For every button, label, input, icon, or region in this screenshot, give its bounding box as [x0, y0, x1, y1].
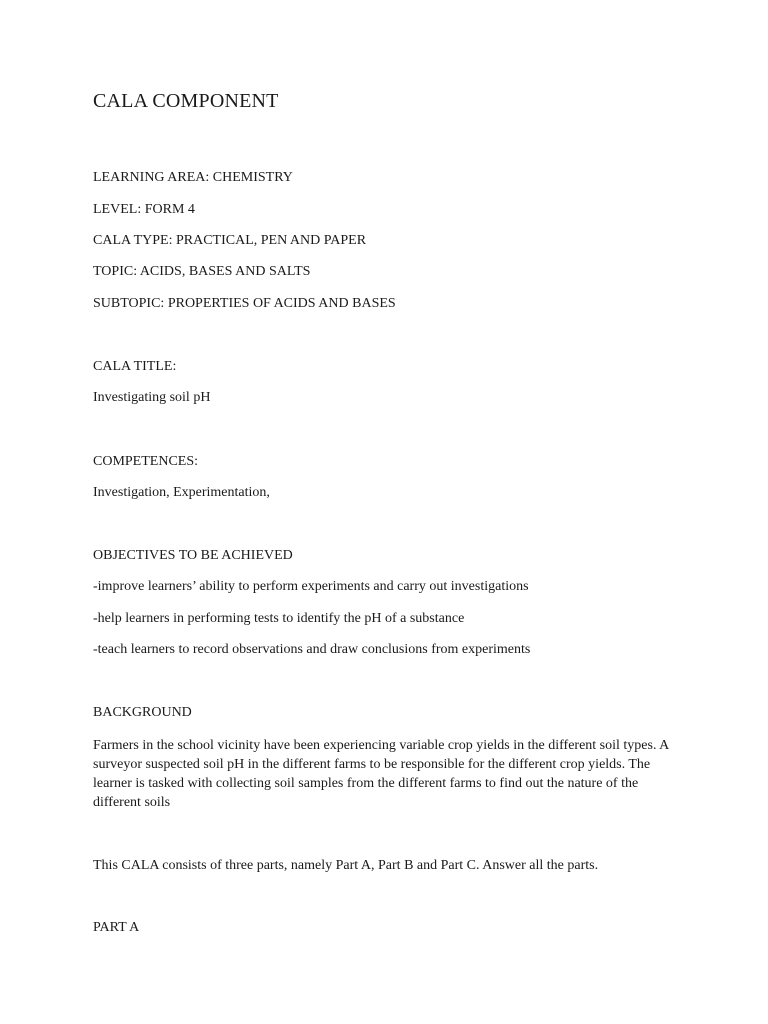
background-paragraph: Farmers in the school vicinity have been experiencing variable crop yields in the different soil types. A surveyor suspected soil pH in the different farms to be responsible for the different crop yields. The learner is tasked with collecting soil samples from the different farms to find out the nature of the different soils [93, 738, 669, 810]
cala-title-heading: CALA TITLE: [93, 359, 177, 374]
parts-note: This CALA consists of three parts, namely Part A, Part B and Part C. Answer all the parts. [93, 858, 599, 873]
cala-title-value: Investigating soil pH [93, 390, 211, 405]
topic: TOPIC: ACIDS, BASES AND SALTS [93, 264, 311, 279]
objective-item: -improve learners’ ability to perform experiments and carry out investigations [93, 579, 529, 594]
cala-type: CALA TYPE: PRACTICAL, PEN AND PAPER [93, 233, 367, 248]
level: LEVEL: FORM 4 [93, 202, 195, 217]
learning-area: LEARNING AREA: CHEMISTRY [93, 170, 293, 185]
document-title: CALA COMPONENT [93, 90, 279, 112]
part-a-heading: PART A [93, 920, 140, 935]
subtopic: SUBTOPIC: PROPERTIES OF ACIDS AND BASES [93, 296, 396, 311]
competences-value: Investigation, Experimentation, [93, 485, 270, 500]
objective-item: -teach learners to record observations and draw conclusions from experiments [93, 642, 531, 657]
objective-item: -help learners in performing tests to identify the pH of a substance [93, 611, 465, 626]
competences-heading: COMPETENCES: [93, 454, 199, 469]
objectives-heading: OBJECTIVES TO BE ACHIEVED [93, 548, 293, 563]
background-heading: BACKGROUND [93, 705, 192, 720]
